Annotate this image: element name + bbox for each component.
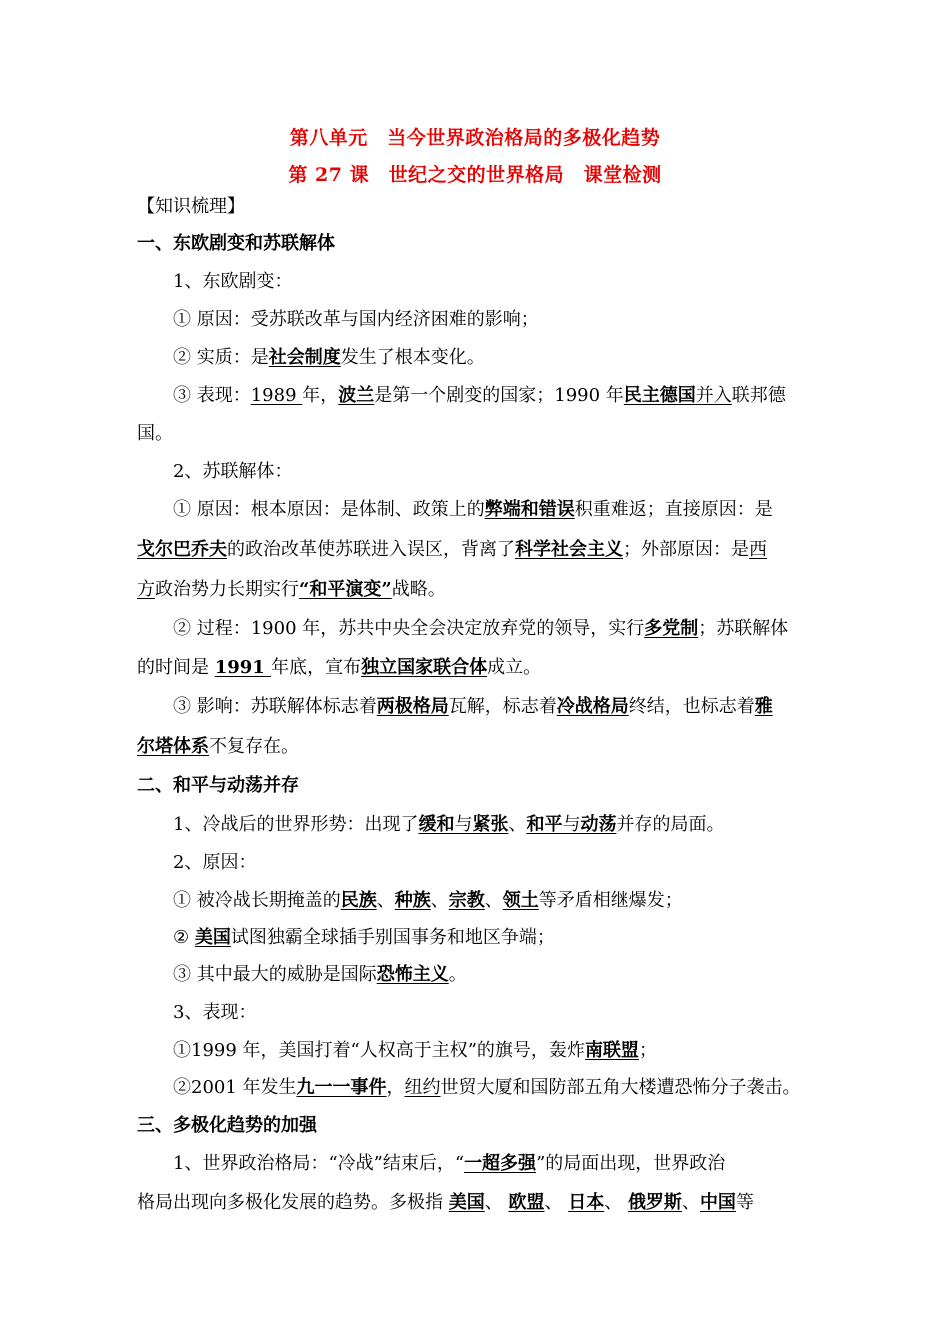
s1-ussr-cause: ① 原因：根本原因：是体制、政策上的弊端和错误积重难返；直接原因：是 <box>173 499 773 520</box>
s1-item-1: 1、东欧剧变： <box>173 271 293 292</box>
s1-performance-cont: 国。 <box>137 423 173 444</box>
s1-ussr-effect: ③ 影响：苏联解体标志着两极格局瓦解，标志着冷战格局终结，也标志着雅 <box>173 696 773 717</box>
s1-ussr-cause-end: 方政治势力长期实行“和平演变”战略。 <box>137 579 446 600</box>
s2-event-2: ②2001 年发生九一一事件，纽约世贸大厦和国防部五角大楼遭恐怖分子袭击。 <box>173 1077 801 1098</box>
s1-item-2: 2、苏联解体： <box>173 461 293 482</box>
s3-pattern-cont: 格局出现向多极化发展的趋势。多极指 美国、 欧盟、 日本、 俄罗斯、中国等 <box>137 1192 754 1213</box>
s2-item-2: 2、原因： <box>173 852 257 873</box>
s1-essence: ② 实质：是社会制度发生了根本变化。 <box>173 347 485 368</box>
s2-reason-2: ② 美国试图独霸全球插手别国事务和地区争端； <box>173 927 555 948</box>
knowledge-label: 【知识梳理】 <box>137 196 245 217</box>
section-1-heading: 一、东欧剧变和苏联解体 <box>137 233 335 254</box>
s1-ussr-cause-cont: 戈尔巴乔夫的政治改革使苏联进入误区，背离了科学社会主义；外部原因：是西 <box>137 539 767 560</box>
s2-reason-3: ③ 其中最大的威胁是国际恐怖主义。 <box>173 964 467 985</box>
section-2-heading: 二、和平与动荡并存 <box>137 775 299 796</box>
s1-ussr-effect-cont: 尔塔体系不复存在。 <box>137 736 299 757</box>
s1-performance: ③ 表现：1989 年，波兰是第一个剧变的国家；1990 年民主德国并入联邦德 <box>173 385 786 406</box>
s3-pattern: 1、世界政治格局：“冷战”结束后，“一超多强”的局面出现，世界政治 <box>173 1153 726 1174</box>
s2-situation: 1、冷战后的世界形势：出现了缓和与紧张、和平与动荡并存的局面。 <box>173 814 725 835</box>
s2-item-3: 3、表现： <box>173 1002 257 1023</box>
s2-reason-1: ① 被冷战长期掩盖的民族、种族、宗教、领土等矛盾相继爆发； <box>173 890 683 911</box>
s1-ussr-process: ② 过程：1900 年，苏共中央全会决定放弃党的领导，实行多党制；苏联解体 <box>173 618 789 639</box>
s1-ussr-process-cont: 的时间是 1991 年底，宣布独立国家联合体成立。 <box>137 657 542 678</box>
s1-cause: ① 原因：受苏联改革与国内经济困难的影响； <box>173 309 539 330</box>
s2-event-1: ①1999 年，美国打着“人权高于主权”的旗号，轰炸南联盟； <box>173 1040 657 1061</box>
section-3-heading: 三、多极化趋势的加强 <box>137 1115 317 1136</box>
unit-title: 第八单元 当今世界政治格局的多极化趋势 <box>289 127 661 149</box>
lesson-title: 第 27 课 世纪之交的世界格局 课堂检测 <box>288 164 662 186</box>
